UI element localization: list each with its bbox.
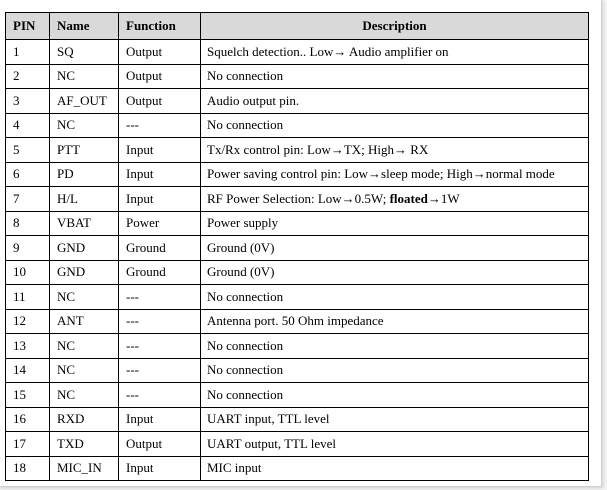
cell-description: No connection bbox=[201, 358, 589, 383]
cell-pin: 17 bbox=[6, 432, 50, 457]
cell-function: Output bbox=[119, 432, 201, 457]
cell-pin: 9 bbox=[6, 236, 50, 261]
cell-pin: 6 bbox=[6, 162, 50, 187]
cell-pin: 1 bbox=[6, 40, 50, 65]
cell-name: NC bbox=[50, 64, 119, 89]
cell-description: UART output, TTL level bbox=[201, 432, 589, 457]
cell-name: NC bbox=[50, 358, 119, 383]
header-pin: PIN bbox=[6, 13, 50, 40]
cell-function: Input bbox=[119, 162, 201, 187]
cell-description: Antenna port. 50 Ohm impedance bbox=[201, 309, 589, 334]
cell-name: TXD bbox=[50, 432, 119, 457]
cell-pin: 16 bbox=[6, 407, 50, 432]
description-text: →1W bbox=[427, 190, 460, 206]
cell-pin: 12 bbox=[6, 309, 50, 334]
cell-description: No connection bbox=[201, 113, 589, 138]
cell-pin: 15 bbox=[6, 383, 50, 408]
cell-function: --- bbox=[119, 285, 201, 310]
header-description: Description bbox=[201, 13, 589, 40]
cell-name: PTT bbox=[50, 138, 119, 163]
table-row bbox=[6, 40, 589, 65]
cell-description: MIC input bbox=[201, 456, 589, 481]
table-row bbox=[6, 89, 589, 114]
table-row bbox=[6, 285, 589, 310]
cell-function: Input bbox=[119, 407, 201, 432]
cell-description: No connection bbox=[201, 334, 589, 359]
cell-function: Ground bbox=[119, 260, 201, 285]
header-name: Name bbox=[50, 13, 119, 40]
table-row bbox=[6, 64, 589, 89]
cell-name: MIC_IN bbox=[50, 456, 119, 481]
description-text: RF Power Selection: Low→0.5W; bbox=[207, 190, 390, 206]
table-row bbox=[6, 383, 589, 408]
cell-name: NC bbox=[50, 113, 119, 138]
table-header-row bbox=[6, 13, 589, 40]
table-row bbox=[6, 162, 589, 187]
header-function: Function bbox=[119, 13, 201, 40]
cell-pin: 10 bbox=[6, 260, 50, 285]
cell-function: Input bbox=[119, 187, 201, 212]
cell-name: AF_OUT bbox=[50, 89, 119, 114]
cell-pin: 4 bbox=[6, 113, 50, 138]
cell-name: H/L bbox=[50, 187, 119, 212]
cell-function: Ground bbox=[119, 236, 201, 261]
cell-description: No connection bbox=[201, 64, 589, 89]
cell-description: Power supply bbox=[201, 211, 589, 236]
cell-name: PD bbox=[50, 162, 119, 187]
table-row bbox=[6, 456, 589, 481]
cell-pin: 13 bbox=[6, 334, 50, 359]
table-row bbox=[6, 113, 589, 138]
table-row bbox=[6, 138, 589, 163]
cell-pin: 3 bbox=[6, 89, 50, 114]
table-row bbox=[6, 309, 589, 334]
cell-description: Ground (0V) bbox=[201, 236, 589, 261]
cell-function: --- bbox=[119, 113, 201, 138]
cell-pin: 7 bbox=[6, 187, 50, 212]
table-row bbox=[6, 334, 589, 359]
cell-description bbox=[201, 187, 589, 212]
table-row bbox=[6, 260, 589, 285]
table-row bbox=[6, 236, 589, 261]
cell-name: RXD bbox=[50, 407, 119, 432]
cell-pin: 11 bbox=[6, 285, 50, 310]
description-bold-text: floated bbox=[389, 190, 428, 206]
cell-name: VBAT bbox=[50, 211, 119, 236]
cell-pin: 14 bbox=[6, 358, 50, 383]
cell-function: --- bbox=[119, 309, 201, 334]
cell-function: Output bbox=[119, 40, 201, 65]
cell-function: --- bbox=[119, 334, 201, 359]
cell-name: GND bbox=[50, 260, 119, 285]
cell-pin: 2 bbox=[6, 64, 50, 89]
cell-function: Power bbox=[119, 211, 201, 236]
cell-description: UART input, TTL level bbox=[201, 407, 589, 432]
table-row bbox=[6, 187, 589, 212]
cell-name: NC bbox=[50, 334, 119, 359]
cell-description: No connection bbox=[201, 285, 589, 310]
pin-table bbox=[5, 12, 589, 481]
table-row bbox=[6, 211, 589, 236]
cell-name: GND bbox=[50, 236, 119, 261]
cell-description: Tx/Rx control pin: Low→TX; High→ RX bbox=[201, 138, 589, 163]
cell-description: Power saving control pin: Low→sleep mode; High→normal mode bbox=[201, 162, 589, 187]
cell-description: Audio output pin. bbox=[201, 89, 589, 114]
cell-function: --- bbox=[119, 383, 201, 408]
cell-function: Output bbox=[119, 89, 201, 114]
table-row bbox=[6, 358, 589, 383]
table-row bbox=[6, 407, 589, 432]
cell-description: Ground (0V) bbox=[201, 260, 589, 285]
cell-pin: 5 bbox=[6, 138, 50, 163]
cell-name: NC bbox=[50, 383, 119, 408]
cell-function: --- bbox=[119, 358, 201, 383]
cell-name: ANT bbox=[50, 309, 119, 334]
cell-name: SQ bbox=[50, 40, 119, 65]
cell-function: Input bbox=[119, 456, 201, 481]
cell-description: Squelch detection.. Low→ Audio amplifier on bbox=[201, 40, 589, 65]
cell-pin: 8 bbox=[6, 211, 50, 236]
cell-name: NC bbox=[50, 285, 119, 310]
cell-function: Input bbox=[119, 138, 201, 163]
table-row bbox=[6, 432, 589, 457]
cell-pin: 18 bbox=[6, 456, 50, 481]
cell-function: Output bbox=[119, 64, 201, 89]
cell-description: No connection bbox=[201, 383, 589, 408]
